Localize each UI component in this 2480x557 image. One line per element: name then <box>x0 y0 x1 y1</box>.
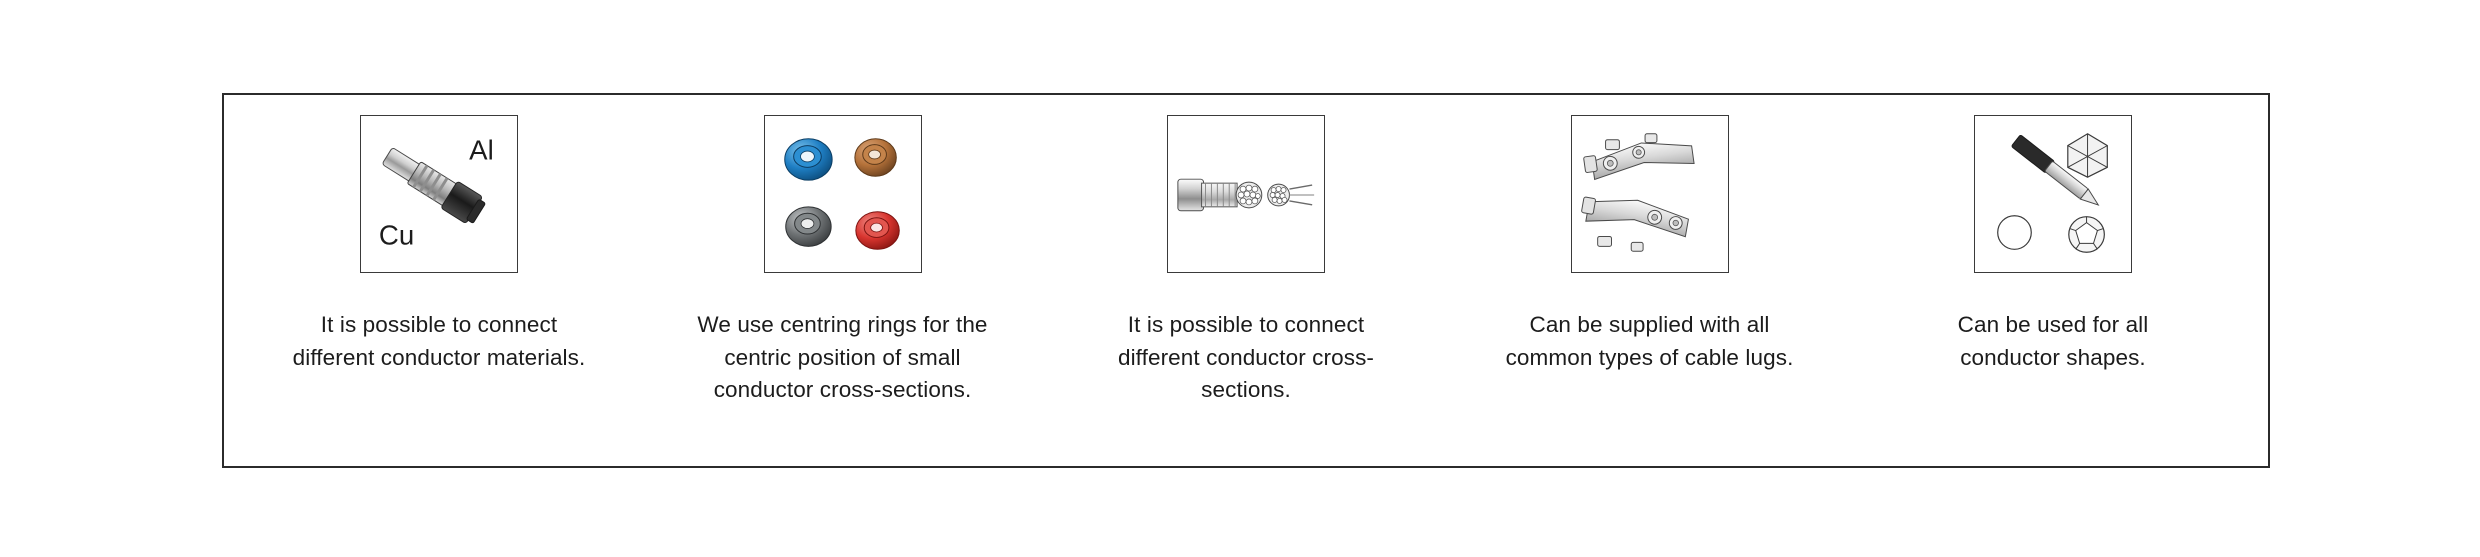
icon-label-cu: Cu <box>378 219 415 251</box>
connector-al-cu-icon <box>360 115 518 273</box>
cable-lugs-icon <box>1571 115 1729 273</box>
feature-caption: Can be used for all conductor shapes. <box>1957 312 2149 370</box>
feature-caption: It is possible to connect different conductor cross-sections. <box>1117 312 1375 403</box>
conductor-cross-sections-icon <box>1167 115 1325 273</box>
feature-caption: Can be supplied with all common types of cable lugs. <box>1505 312 1794 370</box>
round-conductor-shape <box>1998 216 2032 250</box>
icon-label-al: Al <box>469 134 494 166</box>
centring-rings-icon <box>764 115 922 273</box>
conductor-shapes-icon <box>1974 115 2132 273</box>
feature-caption: It is possible to connect different conductor materials. <box>292 312 586 370</box>
feature-item <box>259 115 619 374</box>
feature-item <box>1470 115 1830 374</box>
feature-item <box>1873 115 2233 374</box>
feature-panel <box>222 93 2270 468</box>
feature-item <box>1066 115 1426 407</box>
feature-caption: We use centring rings for the centric position of small conductor cross-sections. <box>697 312 988 403</box>
feature-item <box>663 115 1023 407</box>
